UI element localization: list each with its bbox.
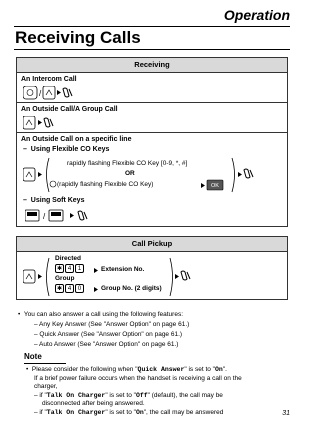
note-heading: Note xyxy=(24,352,42,361)
extension-label: Extension No. xyxy=(101,266,145,273)
note-rule xyxy=(24,363,66,364)
star-key-icon: ✱ xyxy=(56,286,63,292)
directed-keys xyxy=(55,264,85,273)
intercom-icons xyxy=(23,86,73,100)
group-keys xyxy=(55,284,85,293)
arrow-icon xyxy=(201,183,205,188)
talk-key-icon xyxy=(23,270,35,283)
intro-bullet: • You can also answer a call using the following features: xyxy=(18,311,183,318)
right-bracket xyxy=(170,258,173,296)
note-line-5: disconnected after being answered. xyxy=(42,400,145,407)
handset-icon xyxy=(244,169,253,178)
digit-key: 4 xyxy=(65,264,74,273)
note-text: ", the call may be answered xyxy=(143,409,224,416)
arrow-icon xyxy=(94,268,98,273)
arrow-icon xyxy=(38,172,42,177)
handset-icon xyxy=(63,88,72,97)
or-text: OR xyxy=(125,170,135,177)
handset-icon xyxy=(181,271,190,280)
note-line-4 xyxy=(34,392,223,399)
section-title: Operation xyxy=(223,7,290,23)
feature-item: – Auto Answer (See "Answer Option" on page 61.) xyxy=(34,341,179,348)
setting-value: On xyxy=(135,409,144,416)
soft-label-text: Using Soft Keys xyxy=(30,197,85,204)
arrow-icon xyxy=(175,274,179,279)
dash: – xyxy=(23,197,27,204)
flex-label-text: Using Flexible CO Keys xyxy=(30,146,110,153)
note-line-3: charger, xyxy=(34,383,58,390)
note-line-2: If a brief power failure occurs when the handset is receiving a call on the xyxy=(34,375,242,382)
talk-key-icon xyxy=(23,168,35,181)
arrow-icon xyxy=(94,287,98,292)
dash: – xyxy=(23,146,27,153)
digit-key: 0 xyxy=(75,284,84,293)
directed-label: Directed xyxy=(55,255,82,262)
note-text: " (default), the call may be xyxy=(147,392,223,399)
soft-keys-diagram xyxy=(25,209,105,223)
intro-text: You can also answer a call using the following features: xyxy=(23,311,183,318)
specific-label: An Outside Call on a specific line xyxy=(21,136,132,143)
group-no-label: Group No. (2 digits) xyxy=(101,285,162,292)
flex-line1: rapidly flashing Flexible CO Key [0-9, *, #] xyxy=(67,160,188,167)
left-bracket xyxy=(47,258,50,296)
note-text: " is set to " xyxy=(105,409,136,416)
note-text: – if " xyxy=(34,392,47,399)
handset-icon xyxy=(78,211,87,220)
note-text: " is set to " xyxy=(105,392,136,399)
setting-name: Talk On Charger xyxy=(46,392,106,399)
feature-item: – Any Key Answer (See "Answer Option" on page 61.) xyxy=(34,321,190,328)
page-title: Receiving Calls xyxy=(15,28,141,47)
arrow-icon xyxy=(238,172,242,177)
slash-text: / xyxy=(43,212,46,221)
receiving-heading: Receiving xyxy=(17,58,287,73)
flex-line2: (rapidly flashing Flexible CO Key) xyxy=(57,181,154,188)
star-key-icon: ✱ xyxy=(56,266,63,272)
group-label: Group xyxy=(55,275,75,282)
digit-key: 4 xyxy=(65,284,74,293)
navigator-key-icon xyxy=(23,86,37,99)
flex-label xyxy=(23,146,109,153)
title-rule xyxy=(14,49,290,50)
setting-value: On xyxy=(214,366,223,373)
outside-row xyxy=(17,103,287,133)
digit-key: 1 xyxy=(75,264,84,273)
slash-text: / xyxy=(39,89,42,98)
specific-line-row xyxy=(17,133,287,227)
note-text: – if " xyxy=(34,409,47,416)
intercom-label: An Intercom Call xyxy=(21,76,77,83)
setting-name: Talk On Charger xyxy=(46,409,106,416)
receiving-table xyxy=(16,57,288,227)
arrow-icon xyxy=(70,213,74,218)
right-bracket xyxy=(232,158,235,192)
page-number: 31 xyxy=(282,410,290,417)
note-line-1: • Please consider the following when "Quick Answer" is set to "On". xyxy=(26,366,227,373)
setting-value: Off xyxy=(135,392,148,399)
arrow-icon xyxy=(57,90,61,95)
note-text: " is set to " xyxy=(184,366,215,373)
note-text: Please consider the following when " xyxy=(31,366,138,373)
running-header xyxy=(14,8,290,27)
pickup-heading: Call Pickup xyxy=(17,237,287,252)
outside-icons xyxy=(23,116,63,130)
note-line-6 xyxy=(34,409,223,416)
feature-item: – Quick Answer (See "Answer Option" on page 61.) xyxy=(34,331,183,338)
arrow-icon xyxy=(38,120,42,125)
pickup-table xyxy=(16,236,288,300)
outside-label: An Outside Call/A Group Call xyxy=(21,106,118,113)
svg-text:OK: OK xyxy=(211,183,219,189)
talk-key-icon xyxy=(43,86,55,99)
intercom-row xyxy=(17,73,287,103)
talk-key-icon xyxy=(23,116,35,129)
soft-label xyxy=(23,197,84,204)
lamp-icon xyxy=(49,180,57,188)
setting-name: Quick Answer xyxy=(137,366,185,373)
handset-icon xyxy=(44,118,53,127)
arrow-icon xyxy=(38,274,42,279)
pickup-row xyxy=(17,252,287,300)
note-text: ". xyxy=(222,366,227,373)
